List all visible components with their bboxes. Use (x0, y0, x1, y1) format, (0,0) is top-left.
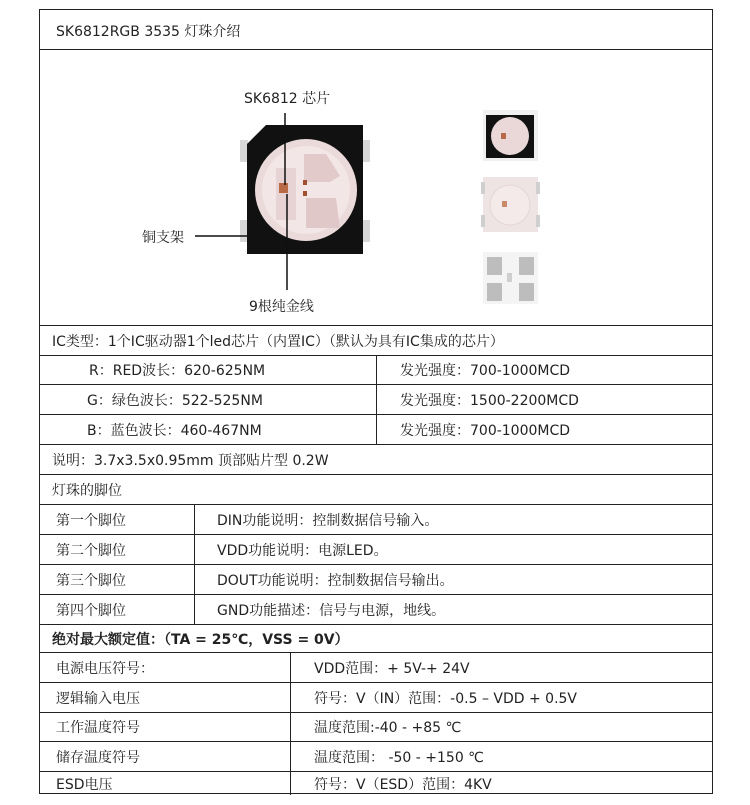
title-row (40, 10, 712, 50)
pin-name: 第三个脚位 (56, 572, 126, 589)
red-intensity: 发光强度：700-1000MCD (400, 363, 571, 379)
lead-frame-bottom (306, 198, 340, 228)
rating-name: ESD电压 (56, 776, 113, 793)
pin-desc: DIN功能说明：控制数据信号输入。 (217, 512, 439, 529)
divider (290, 713, 291, 741)
chip-label: SK6812 芯片 (244, 91, 331, 107)
divider (376, 415, 377, 444)
pin-desc: GND功能描述：信号与电源，地线。 (217, 602, 446, 619)
led-chip (279, 183, 288, 193)
rating-row-3 (40, 713, 712, 742)
description-text: 说明：3.7x3.5x0.95mm 顶部贴片型 0.2W (52, 452, 329, 469)
page-title: SK6812RGB 3535 灯珠介绍 (56, 24, 241, 40)
divider (194, 505, 195, 534)
lead-frame (276, 168, 296, 220)
rating-row-4 (40, 742, 712, 772)
rating-name: 逻辑输入电压 (56, 690, 140, 707)
thumb-mid-chip (502, 201, 507, 207)
pin-row-3 (40, 565, 712, 595)
color-row-blue (40, 415, 712, 445)
pin-row-1 (40, 505, 712, 535)
ic-type-row (40, 326, 712, 356)
rating-row-2 (40, 683, 712, 713)
spec-sheet (39, 9, 713, 794)
rating-value: 温度范围:-40 - +85 ℃ (314, 720, 462, 736)
divider (194, 595, 195, 624)
pin-desc: VDD功能说明：电源LED。 (217, 542, 388, 559)
ratings-header-row (40, 625, 712, 653)
pins-header-row (40, 475, 712, 505)
green-wavelength: G：绿色波长：522-525NM (87, 392, 263, 409)
color-row-green (40, 385, 712, 415)
rating-row-1 (40, 653, 712, 683)
pin-name: 第一个脚位 (56, 512, 126, 529)
led-chip-small-2 (303, 191, 307, 196)
thumb-mid-pad-2 (481, 215, 485, 227)
divider (290, 683, 291, 712)
frame-label: 铜支架 (142, 230, 184, 246)
rating-value: 符号：V（ESD）范围：4KV (314, 776, 492, 793)
thumb-bottom-pad-3 (487, 283, 502, 301)
led-chip-small (303, 180, 307, 185)
thumb-top-lens (491, 117, 529, 155)
thumb-bottom-pad-2 (519, 257, 534, 275)
divider (290, 742, 291, 771)
thumb-top-chip (501, 133, 506, 139)
thumb-mid-pad (481, 182, 485, 194)
thumb-bottom-mark (507, 273, 512, 282)
red-wavelength: R：RED波长：620-625NM (89, 363, 266, 379)
ratings-header: 绝对最大额定值：（TA = 25℃，VSS = 0V） (52, 631, 349, 648)
pin-row-2 (40, 535, 712, 565)
thumb-mid-pad-3 (536, 182, 540, 194)
pin-row-4 (40, 595, 712, 625)
thumb-bottom-pad-4 (519, 283, 534, 301)
rating-name: 工作温度符号 (56, 720, 140, 736)
rating-value: VDD范围：+ 5V-+ 24V (314, 660, 470, 677)
thumb-bottom-pad (487, 257, 502, 275)
description-row (40, 445, 712, 475)
wire-label: 9根纯金线 (249, 299, 314, 315)
divider (194, 535, 195, 564)
rating-name: 电源电压符号： (56, 660, 154, 677)
pin-desc: DOUT功能说明：控制数据信号输出。 (217, 572, 454, 589)
blue-wavelength: B：蓝色波长：460-467NM (87, 422, 262, 439)
divider (376, 356, 377, 384)
blue-intensity: 发光强度：700-1000MCD (400, 422, 571, 439)
divider (376, 385, 377, 414)
color-row-red (40, 356, 712, 385)
pad-top-left (240, 140, 248, 162)
divider (194, 565, 195, 594)
rating-value: 符号：V（IN）范围：-0.5 – VDD + 0.5V (314, 690, 578, 707)
rating-row-5 (40, 772, 712, 795)
divider (290, 772, 291, 795)
green-intensity: 发光强度：1500-2200MCD (400, 392, 579, 409)
thumb-mid-lens (490, 185, 530, 225)
thumb-mid-pad-4 (536, 215, 540, 227)
product-image-area (40, 50, 712, 326)
rating-name: 储存温度符号 (56, 749, 140, 766)
led-diagram (40, 50, 714, 326)
pin-name: 第四个脚位 (56, 602, 126, 619)
divider (290, 653, 291, 682)
pad-bottom-right (362, 220, 370, 242)
ic-type-text: IC类型：1个IC驱动器1个led芯片（内置IC）（默认为具有IC集成的芯片） (52, 333, 504, 350)
pad-top-right (362, 140, 370, 162)
pad-bottom-left (240, 220, 248, 242)
pin-name: 第二个脚位 (56, 542, 126, 559)
pins-header: 灯珠的脚位 (52, 482, 122, 499)
rating-value: 温度范围： -50 - +150 ℃ (314, 749, 484, 766)
